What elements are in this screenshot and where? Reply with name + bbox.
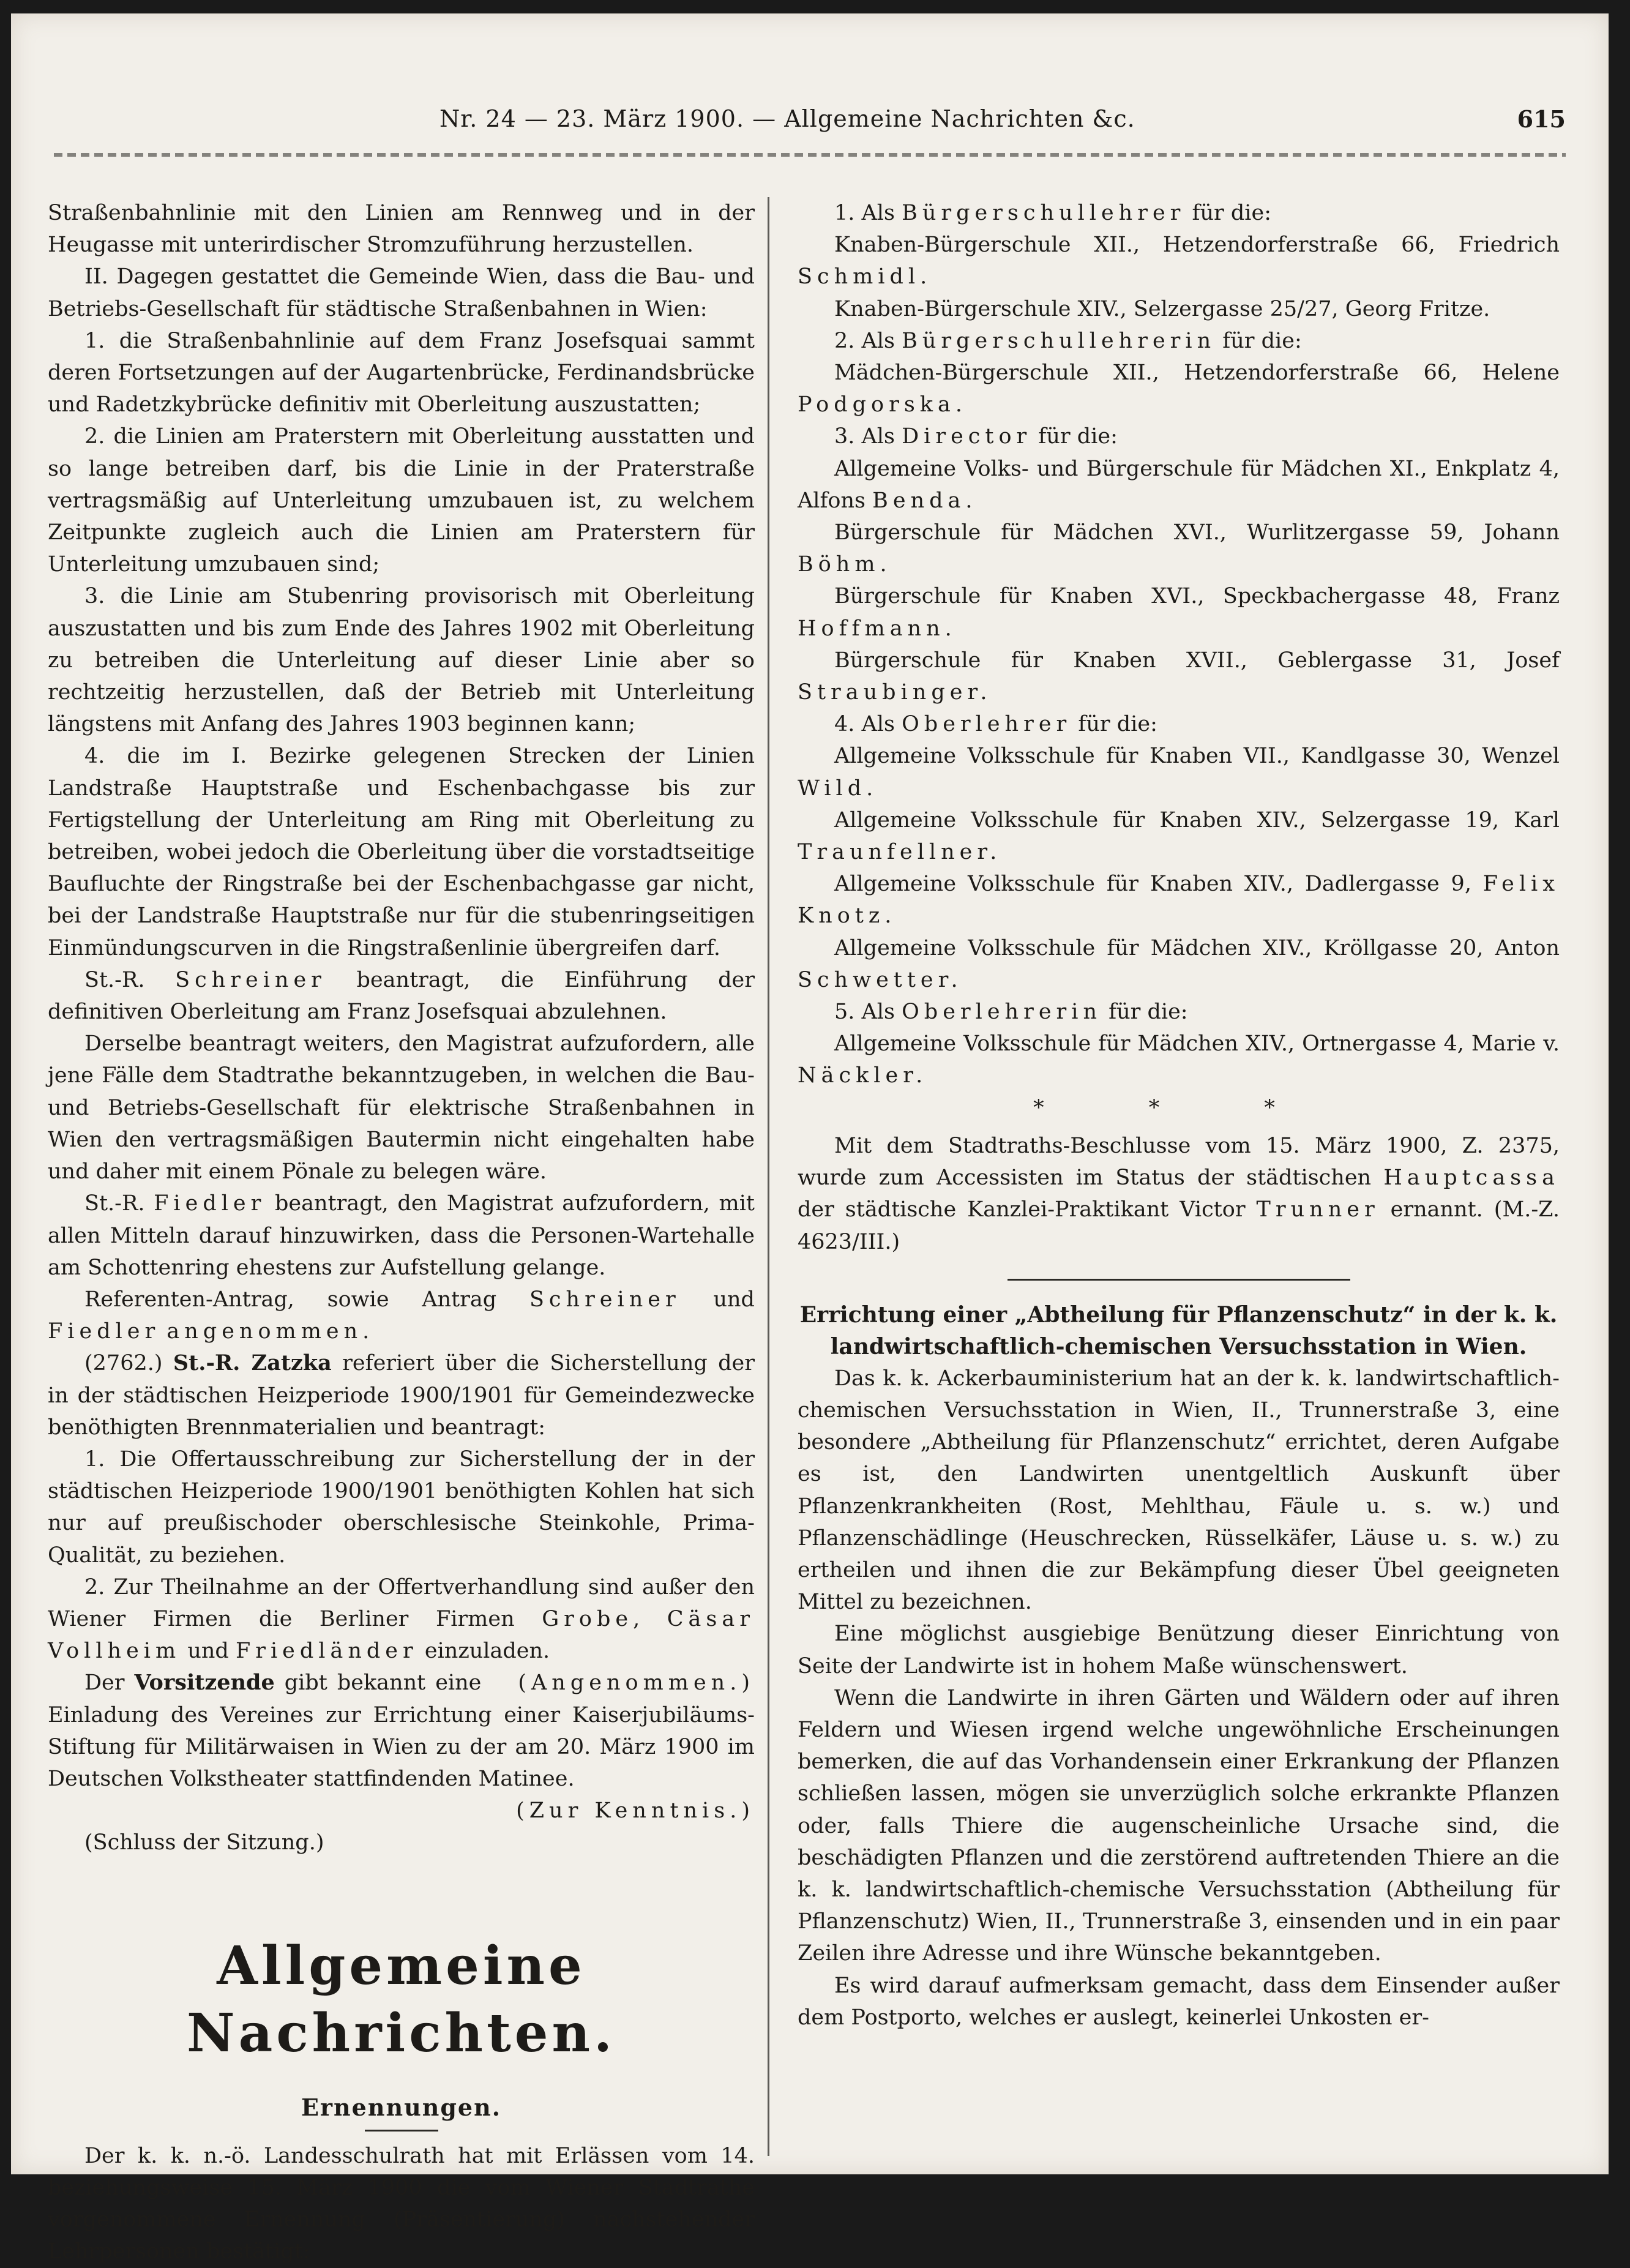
newspaper-page <box>11 13 1609 2264</box>
school: Allgemeine Volks- und Bürgerschule für Mädchen XI., Enkplatz 4, Alfons <box>798 456 1560 513</box>
person-name: Fiedler <box>48 1319 160 1344</box>
paragraph: 1. die Straßenbahnlinie auf dem Franz Josefsquai sammt deren Fortsetzungen auf der Augartenbrücke, Ferdinandsbrücke und Radetzkybrücke definitiv mit Oberleitung auszustatten; <box>48 328 755 417</box>
category: Director <box>902 424 1032 449</box>
person-name: Hoffmann. <box>798 616 957 641</box>
text: 2. Als <box>834 328 895 353</box>
appointment-entry <box>798 517 1560 580</box>
item-number: (2762.) <box>84 1351 163 1376</box>
paragraph <box>48 964 755 1028</box>
category-heading <box>798 708 1560 740</box>
article-rule <box>1008 1279 1350 1281</box>
person-name: Benda. <box>872 488 978 513</box>
text: beantragt, den Magistrat aufzufordern, mit allen Mitteln darauf hinzuwirken, dass die Personen-Wartehalle am Schottenring ehestens zur Aufstellung gelange. <box>48 1191 755 1280</box>
school: Allgemeine Volksschule für Knaben VII., Kandlgasse 30, Wenzel <box>834 744 1560 769</box>
article-title: Errichtung einer „Abtheilung für Pflanzenschutz“ in der k. k. landwirtschaftlich-chemischen Versuchsstation in Wien. <box>799 1301 1558 1360</box>
resolution: (Angenommen.) <box>518 1671 755 1696</box>
paragraph: Wenn die Landwirte in ihren Gärten und Wäldern oder auf ihren Feldern und Wiesen irgend welche ungewöhnliche Erscheinungen bemerken, die auf das Vorhandensein einer Erkrankung der Pflanzen schließen lassen, mögen sie unverzüglich solche erkrankte Pflanzen oder, falls Thiere die augenscheinliche Ursache sind, die beschädigten Pflanzen und die zerstörend auftretenden Thiere an die k. k. landwirtschaftlich-chemische Versuchsstation (Abtheilung für Pflanzenschutz) Wien, II., Trunnerstraße 3, einsenden und in ein paar Zeilen ihre Adresse und ihre Wünsche bekanntgeben. <box>798 1685 1560 1966</box>
category-heading <box>798 197 1560 229</box>
text: für die: <box>1222 328 1302 353</box>
appointment-entry <box>798 868 1560 932</box>
column-divider <box>768 197 769 2156</box>
appointment-entry <box>798 357 1560 421</box>
paragraph <box>798 1130 1560 1258</box>
category-heading <box>798 421 1560 452</box>
resolution: angenommen. <box>166 1319 375 1344</box>
speaker-name: St.-R. Zatzka <box>173 1350 332 1376</box>
appointment-entry: Knaben-Bürgerschule XIV., Selzergasse 25/27, Georg Fritze. <box>834 296 1490 321</box>
person-name: Trunner <box>1256 1197 1380 1222</box>
section-title: Allgemeine Nachrichten. <box>186 1934 616 2064</box>
session-close: (Schluss der Sitzung.) <box>84 1830 324 1855</box>
title-abbrev: St.-R. <box>84 967 145 992</box>
speaker-name: Vorsitzende <box>134 1670 275 1696</box>
text: Der <box>84 1671 125 1696</box>
right-column <box>798 197 1560 2034</box>
paragraph: Das k. k. Ackerbauministerium hat an der k. k. landwirtschaftlich-chemischen Versuchsstation in Wien, II., Trunnerstraße 3, eine besondere „Abtheilung für Pflanzenschutz“ errichtet, deren Aufgabe es ist, den Landwirten unentgeltlich Auskunft über Pflanzenkrankheiten (Rost, Mehlthau, Fäule u. s. w.) und Pflanzenschädlinge (Heuschrecken, Rüsselkäfer, Läuse u. s. w.) zu ertheilen und ihnen die zur Bekämpfung dieser Übel geeigneten Mittel zu bezeichnen. <box>798 1366 1560 1615</box>
school: Bürgerschule für Knaben XVII., Geblergasse 31, Josef <box>834 648 1560 673</box>
page-header <box>54 105 1566 148</box>
text: für die: <box>1108 1000 1188 1025</box>
title-abbrev: St.-R. <box>84 1191 145 1216</box>
paragraph: 2. Zur Theilnahme an der Offertverhandlung sind außer den Wiener Firmen die Berliner Firmen Grobe, Cäsar Vollheim und Friedländer einzuladen. (Angenommen.) <box>48 1571 755 1667</box>
paragraph: 3. die Linie am Stubenring provisorisch mit Oberleitung auszustatten und bis zum Ende des Jahres 1902 mit Oberleitung zu betreiben die Unterleitung auf dieser Linie aber so rechtzeitig herzustellen, daß der Betrieb mit Unterleitung längstens mit Anfang des Jahres 1903 beginnen kann; <box>48 584 755 737</box>
person-name: Schmidl. <box>798 264 932 290</box>
paragraph: Straßenbahnlinie mit den Linien am Rennweg und in der Heugasse mit unterirdischer Stromzuführung herzustellen. <box>48 201 755 258</box>
text: und <box>187 1639 229 1664</box>
text: der städtische Kanzlei-Praktikant Victor <box>798 1197 1246 1222</box>
running-head: Nr. 24 — 23. März 1900. — Allgemeine Nachrichten &c. <box>439 105 1135 132</box>
text: und <box>713 1287 755 1312</box>
left-column <box>48 197 755 2268</box>
text: einzuladen. <box>424 1639 550 1664</box>
school: Knaben-Bürgerschule XII., Hetzendorferstraße 66, Friedrich <box>834 233 1560 258</box>
person-name: Schwetter. <box>798 967 963 992</box>
firm-name: Friedländer <box>235 1639 418 1664</box>
text: 3. Als <box>834 424 895 449</box>
school: Bürgerschule für Knaben XVI., Speckbachergasse 48, Franz <box>834 584 1560 609</box>
school: Allgemeine Volksschule für Mädchen XIV., Ortnergasse 4, Marie v. <box>834 1031 1560 1057</box>
person-name: Felix Knotz. <box>798 872 1560 929</box>
school: Bürgerschule für Mädchen XVI., Wurlitzergasse 59, Johann <box>834 520 1560 545</box>
text: für die: <box>1038 424 1118 449</box>
appointment-entry <box>798 645 1560 708</box>
school: Allgemeine Volksschule für Mädchen XIV., Kröllgasse 20, Anton <box>834 935 1560 960</box>
firm-name: Cäsar Vollheim <box>48 1606 755 1664</box>
header-rule <box>54 153 1566 157</box>
paragraph: II. Dagegen gestattet die Gemeinde Wien, dass die Bau- und Betriebs-Gesellschaft für städtische Straßenbahnen in Wien: <box>48 264 755 321</box>
appointment-entry <box>798 740 1560 804</box>
paragraph: Der k. k. n.-ö. Landesschulrath hat mit Erlässen vom 14. beziehungsweise 15. März 1900 die vom Wiener Stadtrathe vorgenommene Ernennung (Präsentierung) nachstehender Lehrpersonen bestätigt: <box>48 2143 755 2264</box>
text: 4. Als <box>834 712 895 737</box>
text: für die: <box>1192 201 1272 225</box>
text: ernannt. (M.-Z. 4623/III.) <box>798 1197 1560 1254</box>
appointment-entry <box>798 1028 1560 1091</box>
resolution: (Zur Kenntnis.) <box>516 1798 755 1824</box>
paragraph: Derselbe beantragt weiters, den Magistrat aufzufordern, alle jene Fälle dem Stadtrathe bekanntzugeben, in welchen die Bau- und Betriebs-Gesellschaft für elektrische Straßenbahnen in Wien den vertragsmäßigen Bautermin nicht eingehalten habe und daher mit einem Pönale zu belegen wäre. <box>48 1031 755 1185</box>
appointment-entry <box>798 932 1560 996</box>
appointment-entry <box>798 804 1560 868</box>
school: Allgemeine Volksschule für Knaben XIV., Selzergasse 19, Karl <box>834 807 1560 833</box>
person-name: Schreiner <box>529 1287 681 1312</box>
school: Mädchen-Bürgerschule XII., Hetzendorferstraße 66, Helene <box>834 361 1560 386</box>
person-name: Böhm. <box>798 552 892 577</box>
appointment-entry <box>798 229 1560 293</box>
text: für die: <box>1078 712 1157 737</box>
paragraph: 1. Die Offertausschreibung zur Sicherstellung der in der städtischen Heizperiode 1900/1901 benöthigten Kohlen hat sich nur auf preußischoder oberschlesische Steinkohle, Prima-Qualität, zu beziehen. <box>48 1447 755 1568</box>
category: Bürgerschullehrerin <box>902 328 1216 353</box>
subsection-title: Ernennungen. <box>301 2093 501 2121</box>
person-name: Traunfellner. <box>798 840 1002 865</box>
person-name: Schreiner <box>175 967 326 992</box>
category: Oberlehrer <box>902 712 1072 737</box>
text: 5. Als <box>834 1000 895 1025</box>
category-heading <box>798 996 1560 1028</box>
text: referiert über die Sicherstellung der in der städtischen Heizperiode 1900/1901 für Gemeindezwecke benöthigten Brennmaterialien und beantragt: <box>48 1351 755 1440</box>
category: Oberlehrerin <box>902 1000 1102 1025</box>
section-separator-stars: * * * <box>1033 1095 1324 1120</box>
paragraph: Es wird darauf aufmerksam gemacht, dass dem Einsender außer dem Postporto, welches er auslegt, keinerlei Unkosten er- <box>798 1973 1560 2030</box>
office-name: Hauptcassa <box>1383 1166 1560 1191</box>
paragraph <box>48 1347 755 1443</box>
paragraph: Eine möglichst ausgiebige Benützung dieser Einrichtung von Seite der Landwirte ist in hohem Maße wünschenswert. <box>798 1622 1560 1679</box>
school: Allgemeine Volksschule für Knaben XIV., Dadlergasse 9, <box>834 872 1471 897</box>
paragraph <box>48 1188 755 1284</box>
firm-name: Grobe <box>542 1606 634 1631</box>
category: Bürgerschullehrer <box>902 201 1186 225</box>
page-number: 615 <box>1517 105 1566 133</box>
text: 2. Zur Theilnahme an der Offertverhandlung sind außer den Wiener Firmen die Berliner Firmen <box>48 1574 755 1631</box>
person-name: Podgorska. <box>798 392 967 417</box>
text: Referenten-Antrag, sowie Antrag <box>84 1287 497 1312</box>
person-name: Fiedler <box>154 1191 266 1216</box>
appointment-entry <box>798 580 1560 644</box>
person-name: Näckler. <box>798 1063 928 1088</box>
category-heading <box>798 325 1560 357</box>
paragraph: 2. die Linien am Praterstern mit Oberleitung ausstatten und so lange betreiben darf, bis die Linie in der Praterstraße vertragsmäßig auf Unterleitung umzubauen ist, zu welchem Zeitpunkte zugleich auch die Linien am Praterstern für Unterleitung umzubauen sind; <box>48 424 755 577</box>
text: 1. Als <box>834 201 895 225</box>
paragraph <box>48 1284 755 1347</box>
text: Mit dem Stadtraths-Beschlusse vom 15. März 1900, Z. 2375, wurde zum Accessisten im Status der städtischen <box>798 1133 1560 1191</box>
appointment-entry <box>798 453 1560 517</box>
person-name: Wild. <box>798 776 878 801</box>
person-name: Straubinger. <box>798 680 992 705</box>
paragraph: 4. die im I. Bezirke gelegenen Strecken der Linien Landstraße Hauptstraße und Eschenbachgasse bis zur Fertigstellung der Unterleitung am Ring mit Oberleitung zu betreiben, wobei jedoch die Oberleitung über die vorstadtseitige Baufluchte der Ringstraße bei der Eschenbachgasse gar nicht, bei der Landstraße Hauptstraße nur für die stubenringseitigen Einmündungscurven in die Ringstraßenlinie übergreifen darf. <box>48 744 755 960</box>
text: gibt bekannt eine Einladung des Vereines zur Errichtung einer Kaiserjubiläums-Stiftung für Militärwaisen in Wien zu der am 20. März 1900 im Deutschen Volkstheater stattfindenden Matinee. <box>48 1671 755 1791</box>
subsection-rule <box>365 2130 438 2131</box>
text: beantragt, die Einführung der definitiven Oberleitung am Franz Josefsquai abzulehnen. <box>48 967 755 1025</box>
